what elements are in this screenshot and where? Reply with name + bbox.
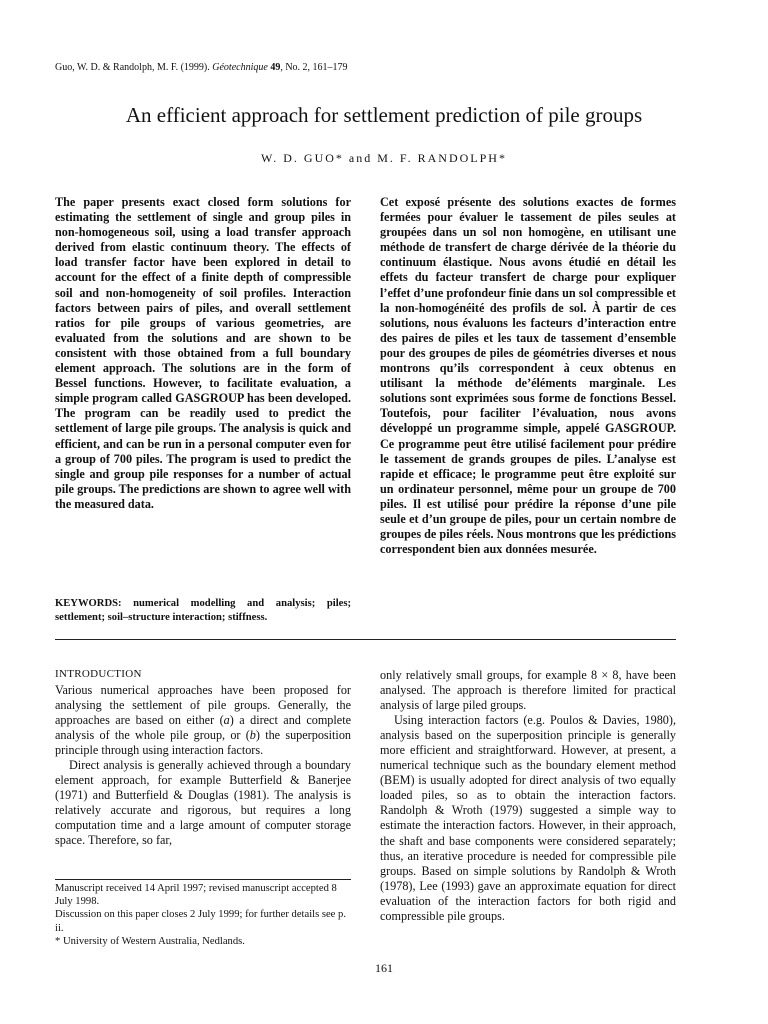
footnote-affiliation: * University of Western Australia, Nedlands. [55, 935, 245, 947]
intro-paragraph-3: Using interaction factors (e.g. Poulos & Davies, 1980), analysis based on the superposition principle is generally more efficient and straightforward. However, at present, a numerical technique such as the boundary element method (BEM) is usually adopted for direct analysis of two equally loaded piles, so as to obtain the interaction factors. Randolph & Wroth (1979) suggested a simple way to estimate the interaction factors. However, in their approach, the shaft and base components were considered separately; thus, an iterative procedure is needed for compressible pile groups. Based on simple solutions by Randolph & Wroth (1978), Lee (1993) gave an approximate equation for direct evaluation of the interaction factors for both rigid and compressible pile groups. [380, 713, 676, 923]
section-heading-introduction: INTRODUCTION [55, 668, 142, 680]
keywords: KEYWORDS: numerical modelling and analysis; piles; settlement; soil–structure interaction; stiffness. [55, 598, 351, 623]
journal-issue-pages: , No. 2, 161–179 [280, 62, 348, 73]
paper-title: An efficient approach for settlement prediction of pile groups [125, 103, 643, 127]
footnote-divider [55, 879, 351, 880]
citation-authors: Guo, W. D. & Randolph, M. F. (1999). [55, 62, 210, 73]
journal-volume: 49 [270, 62, 281, 73]
abstract-english: The paper presents exact closed form solutions for estimating the settlement of single and group piles in non-homogeneous soil, using a load transfer approach derived from elastic continuum theory. The effects of load transfer factor have been explored in detail to account for the effect of a finite depth of compressible soil and non-homogeneity of soil profiles. Interaction factors between pairs of piles, and overall settlement ratios for pile groups of various geometries, are evaluated from the solutions and are shown to be consistent with those obtained from a full boundary element approach. The solutions are in the form of Bessel functions. However, to facilitate evaluation, a simple program called GASGROUP has been developed. The program can be readily used to predict the settlement of large pile groups. The analysis is quick and efficient, and can be run in a personal computer even for a group of 700 piles. The program is used to predict the single and group pile responses for a number of actual pile groups. The predictions are shown to agree well with the measured data. [55, 195, 351, 511]
paper-authors: W. D. GUO* and M. F. RANDOLPH* [261, 151, 507, 165]
intro-paragraph-2-continued: only relatively small groups, for example 8 × 8, have been analysed. The approach is therefore limited for practical analysis of large piled groups. [380, 668, 676, 713]
body-column-left [55, 683, 351, 849]
footnotes [55, 882, 351, 948]
body-column-right [380, 668, 676, 924]
footnote-received: Manuscript received 14 April 1997; revised manuscript accepted 8 July 1998. [55, 883, 337, 908]
journal-name: Géotechnique [212, 62, 268, 73]
citation-header [55, 62, 348, 73]
abstract-french: Cet exposé présente des solutions exactes de formes fermées pour évaluer le tassement de piles seules at groupées dans un sol non homogène, en utilisant une méthode de transfert de charge dérivée de la théorie du continuum élastique. Nous avons étudié en détail les effets du facteur transfert de charge pour expliquer l’effet d’une profondeur finie dans un sol compressible et la non-homogénéité des profils de sol. À partir de ces solutions, nous évaluons les facteurs d’interaction entre des paires de piles et les taux de tassement d’ensemble pour des groupes de piles de géométries diverses et nous montrons qu’ils correspondent à ceux obtenus en utilisant la méthode de’éléments marginale. Les solutions sont exprimées sous forme de fonctions Bessel. Toutefois, pour faciliter l’évaluation, nous avons développé un programme simple, appelé GASGROUP. Ce programme peut être utilisé facilement pour prédire le tassement de grands groupes de piles. L’analyse est rapide et efficace; le programme peut être exploité sur un ordinateur personnel, même pour un groupe de 700 piles. Il est utilisé pour prédire la réponse d’une pile seule et d’un groupe de piles, pour un certain nombre de groupes de piles réels. Nous montrons que les prédictions correspondent bien aux données mesurée. [380, 195, 676, 557]
page-number: 161 [375, 961, 393, 975]
section-divider [55, 639, 676, 640]
footnote-discussion: Discussion on this paper closes 2 July 1999; for further details see p. ii. [55, 909, 346, 934]
intro-paragraph-2: Direct analysis is generally achieved through a boundary element approach, for example Butterfield & Banerjee (1971) and Butterfield & Douglas (1981). The analysis is relatively accurate and rigorous, but requires a long computation time and a large amount of computer storage space. Therefore, so far, [55, 758, 351, 848]
intro-paragraph-1: Various numerical approaches have been proposed for analysing the settlement of pile groups. Generally, the approaches are based on either (a) a direct and complete analysis of the whole pile group, or (b) the superposition principle through using interaction factors. [55, 683, 352, 758]
